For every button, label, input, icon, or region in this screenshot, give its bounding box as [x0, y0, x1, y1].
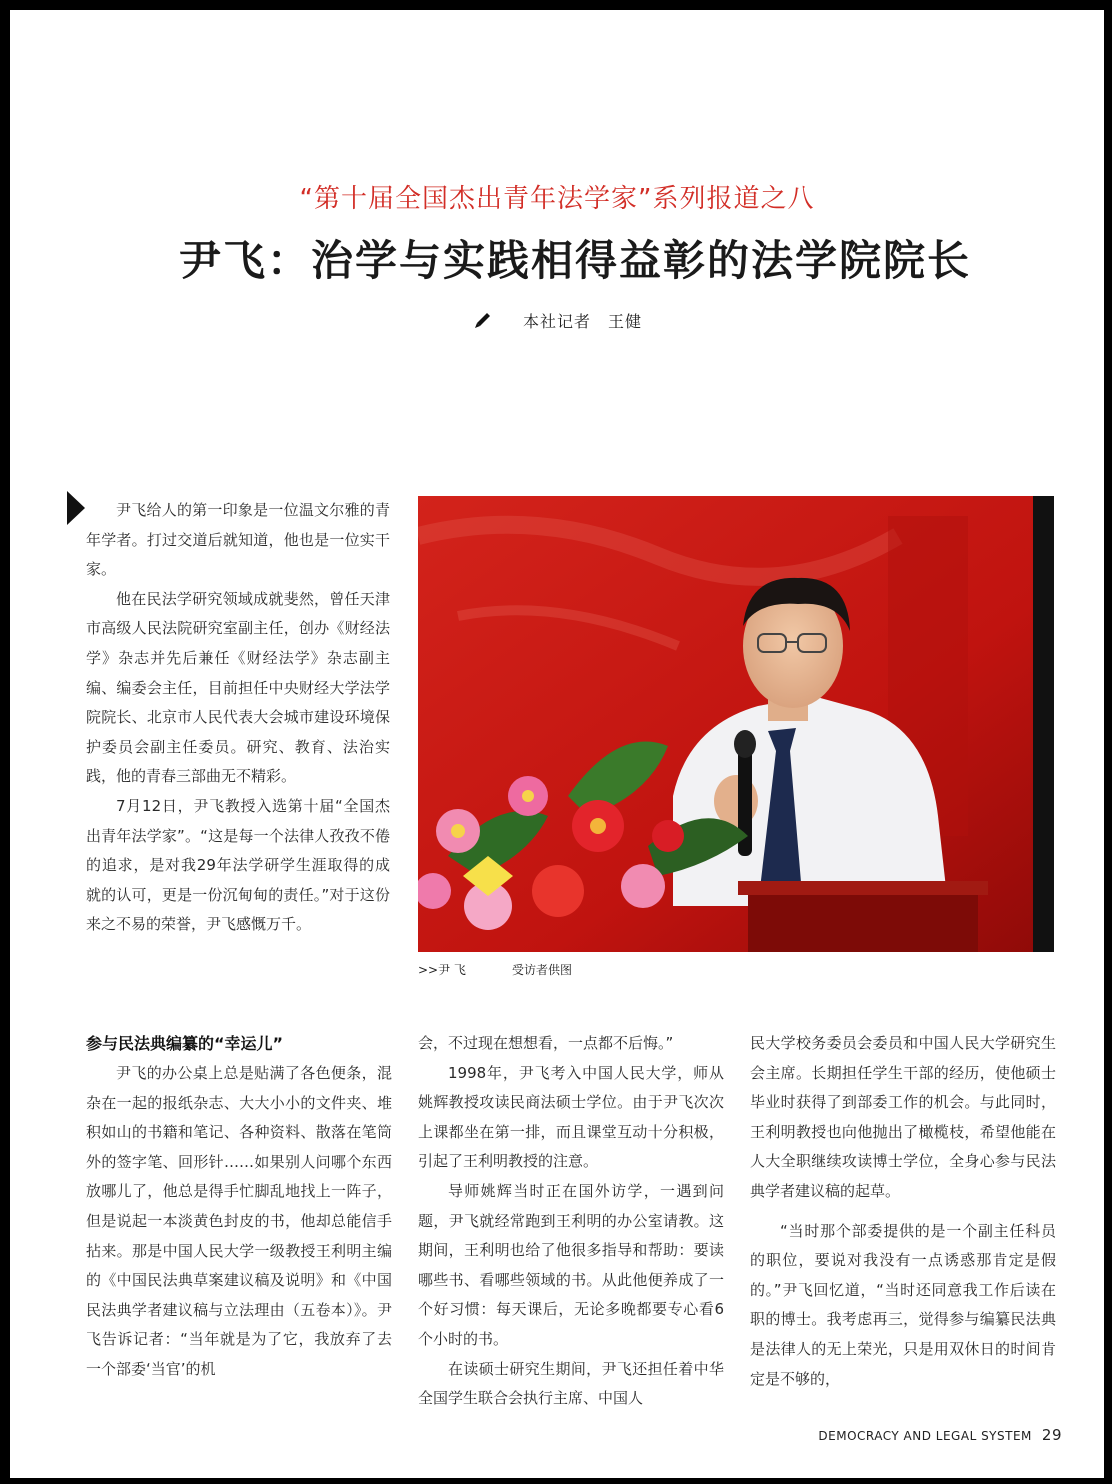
intro-paragraph-2: 他在民法学研究领域成就斐然，曾任天津市高级人民法院研究室副主任，创办《财经法学》杂志并先后兼任《财经法学》杂志副主编、编委会主任，目前担任中央财经大学法学院院长、北京市人民代表大会城市建设环境保护委员会副主任委员。研究、教育、法治实践，他的青春三部曲无不精彩。 — [86, 589, 390, 786]
body-column-1 — [86, 1029, 392, 1385]
series-heading: “第十届全国杰出青年法学家”系列报道之八 — [299, 184, 815, 214]
byline-text: 本社记者 王健 — [523, 312, 643, 331]
intro-paragraph-3: 7月12日，尹飞教授入选第十届“全国杰出青年法学家”。“这是每一个法律人孜孜不倦的追求，是对我29年法学研学生涯取得的成就的认可，更是一份沉甸甸的责任。”对于这份来之不易的荣誉，尹飞感慨万千。 — [86, 796, 390, 934]
body-paragraph: 在读硕士研究生期间，尹飞还担任着中华全国学生联合会执行主席、中国人 — [418, 1359, 724, 1408]
body-paragraph: 会，不过现在想想看，一点都不后悔。” — [418, 1034, 674, 1052]
pen-icon — [472, 311, 492, 331]
section-marker-icon — [67, 491, 85, 525]
page-number: 29 — [1041, 1426, 1062, 1444]
section-heading: 参与民法典编纂的“幸运儿” — [86, 1034, 284, 1053]
intro-paragraph-1: 尹飞给人的第一印象是一位温文尔雅的青年学者。打过交道后就知道，他也是一位实干家。 — [86, 501, 390, 579]
speaker-illustration — [418, 496, 1054, 952]
intro-column — [86, 496, 390, 940]
body-column-3 — [750, 1029, 1056, 1394]
body-paragraph: 尹飞的办公桌上总是贴满了各色便条，混杂在一起的报纸杂志、大大小小的文件夹、堆积如山的书籍和笔记、各种资料、散落在笔筒外的签字笔、回形针……如果别人问哪个东西放哪儿了，他总是得手忙脚乱地找上一阵子，但是说起一本淡黄色封皮的书，他却总能信手拈来。那是中国人民大学一级教授王利明主编的《中国民法典草案建议稿及说明》和《中国民法典学者建议稿与立法理由（五卷本）》。尹飞告诉记者：“当年就是为了它，我放弃了去一个部委‘当官’的机 — [86, 1064, 392, 1378]
body-column-2 — [418, 1029, 724, 1414]
portrait-photo — [418, 496, 1054, 952]
body-paragraph: 1998年，尹飞考入中国人民大学，师从姚辉教授攻读民商法硕士学位。由于尹飞次次上课都坐在第一排，而且课堂互动十分积极，引起了王利明教授的注意。 — [418, 1063, 724, 1171]
magazine-name: DEMOCRACY AND LEGAL SYSTEM — [818, 1429, 1032, 1443]
body-paragraph: “当时那个部委提供的是一个副主任科员的职位，要说对我没有一点诱惑那肯定是假的。”尹飞回忆道，“当时还同意我工作后读在职的博士。我考虑再三，觉得参与编纂民法典是法律人的无上荣光，只是用双休日的时间肯定是不够的， — [750, 1221, 1056, 1388]
byline — [10, 309, 1104, 332]
body-paragraph: 导师姚辉当时正在国外访学，一遇到问题，尹飞就经常跑到王利明的办公室请教。这期间，王利明也给了他很多指导和帮助：要读哪些书、看哪些领域的书。从此他便养成了一个好习惯：每天课后，无论多晚都要专心看6个小时的书。 — [418, 1181, 724, 1348]
magazine-page — [10, 10, 1104, 1478]
caption-credit: 受访者供图 — [511, 963, 572, 977]
body-paragraph: 民大学校务委员会委员和中国人民大学研究生会主席。长期担任学生干部的经历，使他硕士毕业时获得了到部委工作的机会。与此同时，王利明教授也向他抛出了橄榄枝，希望他能在人大全职继续攻读博士学位，全身心参与民法典学者建议稿的起草。 — [750, 1034, 1056, 1200]
photo-caption — [418, 961, 572, 978]
page-footer — [818, 1426, 1062, 1444]
article-title: 尹飞：治学与实践相得益彰的法学院院长 — [178, 236, 971, 285]
caption-name: >>尹 飞 — [418, 963, 466, 977]
